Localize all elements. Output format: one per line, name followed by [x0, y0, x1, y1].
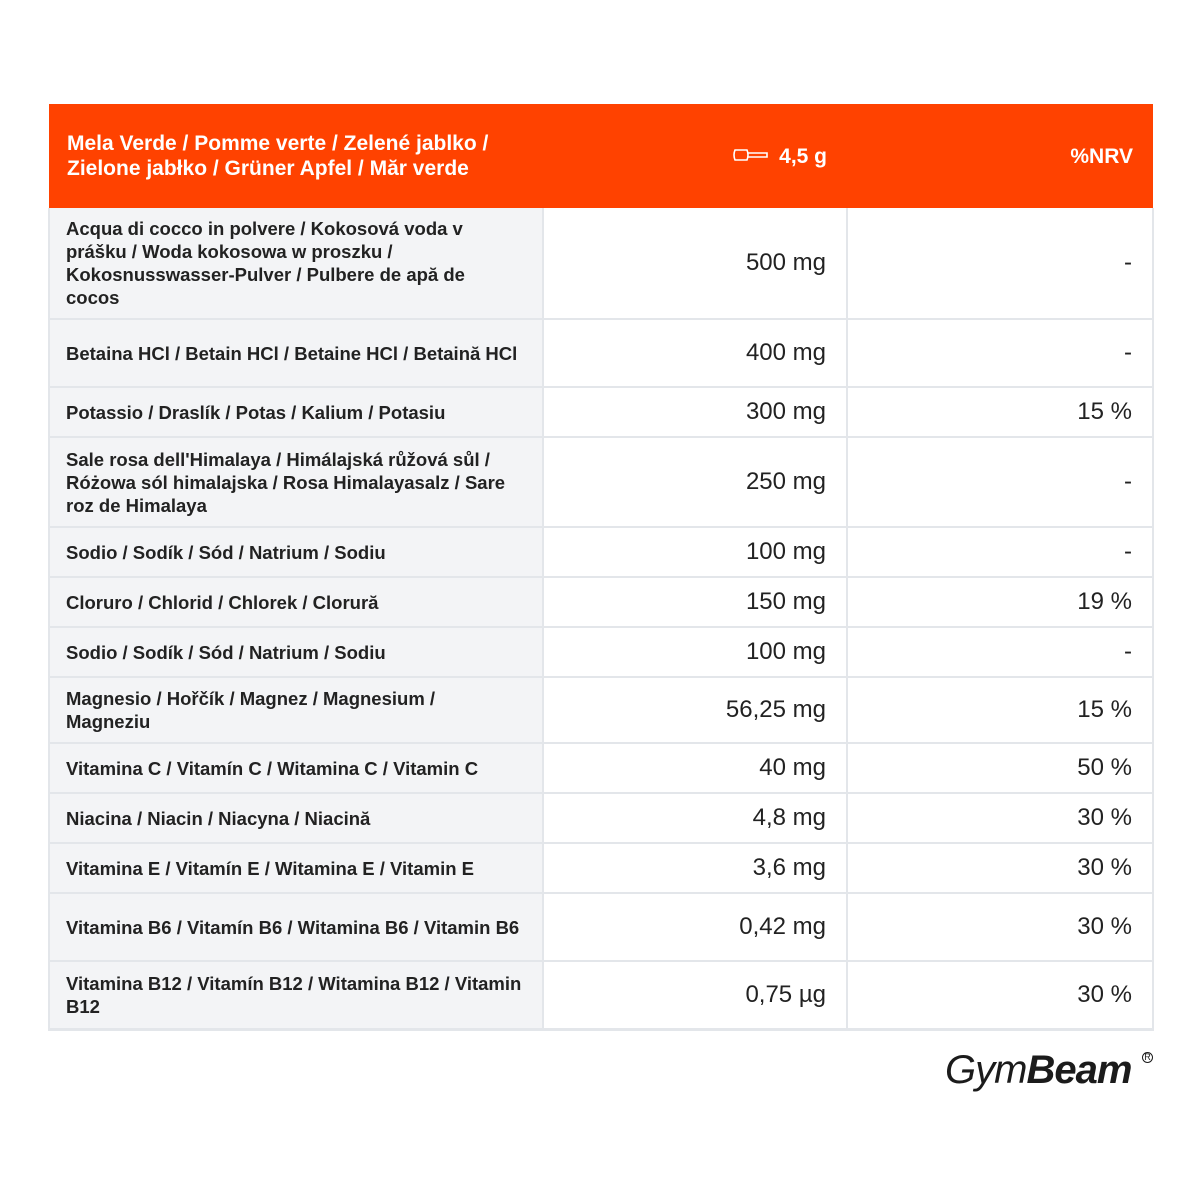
nutrient-nrv-cell: -: [847, 527, 1153, 577]
nutrient-amount-cell: 500 mg: [543, 208, 847, 319]
nutrient-name-cell: Potassio / Draslík / Potas / Kalium / Potasiu: [49, 387, 543, 437]
nutrition-table: [48, 104, 1154, 1031]
nutrient-nrv-cell: -: [847, 208, 1153, 319]
nutrient-name-cell: Sale rosa dell'Himalaya / Himálajská růžová sůl / Różowa sól himalajska / Rosa Himalayasalz / Sare roz de Himalaya: [49, 437, 543, 527]
table-row: [49, 527, 1153, 577]
table-row: [49, 743, 1153, 793]
serving-size-header: [543, 104, 847, 208]
nutrition-table-container: [48, 104, 1152, 1031]
nutrient-amount-cell: 0,75 µg: [543, 961, 847, 1029]
nutrient-nrv-cell: 19 %: [847, 577, 1153, 627]
table-row: [49, 387, 1153, 437]
nutrient-amount-cell: 150 mg: [543, 577, 847, 627]
scoop-icon: [733, 143, 769, 168]
table-header: [49, 104, 1153, 208]
nutrient-name-cell: Cloruro / Chlorid / Chlorek / Clorură: [49, 577, 543, 627]
table-row: [49, 627, 1153, 677]
nutrient-name-cell: Sodio / Sodík / Sód / Natrium / Sodiu: [49, 527, 543, 577]
nutrient-nrv-cell: -: [847, 437, 1153, 527]
nutrient-amount-cell: 100 mg: [543, 627, 847, 677]
nutrient-amount-cell: 100 mg: [543, 527, 847, 577]
registered-mark: R: [1142, 1052, 1153, 1063]
nutrient-name-cell: Acqua di cocco in polvere / Kokosová voda v prášku / Woda kokosowa w proszku / Kokosnusswasser-Pulver / Pulbere de apă de cocos: [49, 208, 543, 319]
nutrient-amount-cell: 3,6 mg: [543, 843, 847, 893]
nutrient-name-cell: Vitamina C / Vitamín C / Witamina C / Vitamin C: [49, 743, 543, 793]
nutrient-amount-cell: 400 mg: [543, 319, 847, 387]
table-row: [49, 677, 1153, 743]
nutrient-nrv-cell: 30 %: [847, 961, 1153, 1029]
nutrient-name-cell: Vitamina B12 / Vitamín B12 / Witamina B12 / Vitamin B12: [49, 961, 543, 1029]
nutrient-amount-cell: 0,42 mg: [543, 893, 847, 961]
logo-gym-text: Gym: [945, 1048, 1027, 1092]
nutrient-nrv-cell: -: [847, 627, 1153, 677]
nutrient-amount-cell: 56,25 mg: [543, 677, 847, 743]
nutrient-nrv-cell: 50 %: [847, 743, 1153, 793]
table-row: [49, 577, 1153, 627]
table-row: [49, 437, 1153, 527]
header-row: [49, 104, 1153, 208]
table-row: [49, 843, 1153, 893]
serving-size-value: 4,5 g: [779, 144, 827, 168]
nutrient-amount-cell: 250 mg: [543, 437, 847, 527]
nutrient-name-cell: Vitamina B6 / Vitamín B6 / Witamina B6 / Vitamin B6: [49, 893, 543, 961]
table-body: [49, 208, 1153, 1029]
nutrient-name-cell: Sodio / Sodík / Sód / Natrium / Sodiu: [49, 627, 543, 677]
nutrient-name-cell: Niacina / Niacin / Niacyna / Niacină: [49, 793, 543, 843]
nrv-header: %NRV: [1070, 144, 1133, 168]
nutrient-nrv-cell: 30 %: [847, 793, 1153, 843]
nutrient-name-cell: Magnesio / Hořčík / Magnez / Magnesium / Magneziu: [49, 677, 543, 743]
table-row: [49, 319, 1153, 387]
nutrient-name-cell: Betaina HCl / Betain HCl / Betaine HCl / Betaină HCl: [49, 319, 543, 387]
nutrient-nrv-cell: 30 %: [847, 893, 1153, 961]
nutrient-nrv-cell: 30 %: [847, 843, 1153, 893]
logo-beam-text: Beam: [1026, 1048, 1132, 1092]
table-row: [49, 961, 1153, 1029]
gymbeam-logo: [945, 1048, 1157, 1100]
nutrient-amount-cell: 300 mg: [543, 387, 847, 437]
product-name-header: Mela Verde / Pomme verte / Zelené jablko / Zielone jabłko / Grüner Apfel / Măr verde: [67, 132, 489, 180]
nutrient-nrv-cell: 15 %: [847, 387, 1153, 437]
nutrient-amount-cell: 4,8 mg: [543, 793, 847, 843]
nutrient-nrv-cell: 15 %: [847, 677, 1153, 743]
table-row: [49, 893, 1153, 961]
table-row: [49, 208, 1153, 319]
nutrient-amount-cell: 40 mg: [543, 743, 847, 793]
table-row: [49, 793, 1153, 843]
nutrient-nrv-cell: -: [847, 319, 1153, 387]
nutrient-name-cell: Vitamina E / Vitamín E / Witamina E / Vitamin E: [49, 843, 543, 893]
